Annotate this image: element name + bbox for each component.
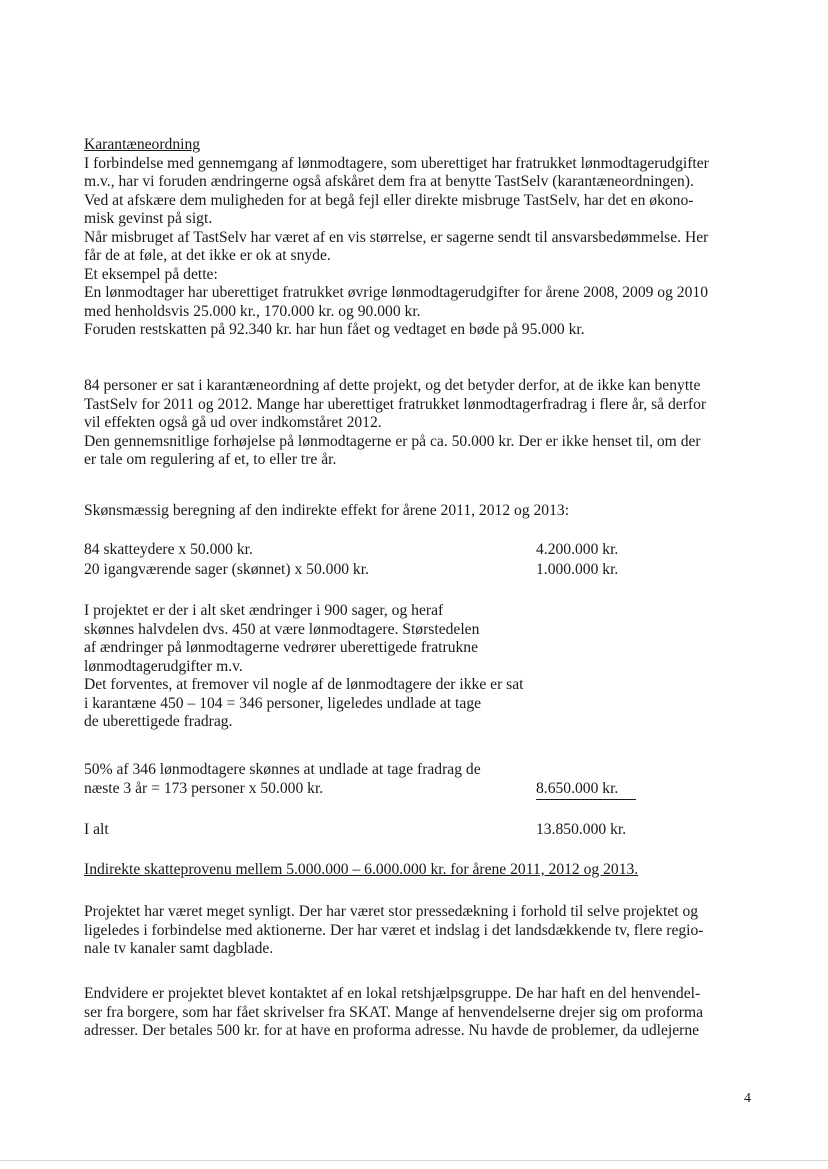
section-heading: Karantæneordning <box>84 136 201 153</box>
calc-amount-underlined: 8.650.000 kr. <box>536 780 636 800</box>
text-line: Et eksempel på dette: <box>84 265 218 283</box>
text-line: En lønmodtager har uberettiget fratrukket øvrige lønmodtagerudgifter for årene 2008, 2009 og 2010 <box>84 284 708 301</box>
text-line: misk gevinst på sigt. <box>84 210 213 227</box>
total-label: I alt <box>84 821 109 838</box>
summary-block <box>84 861 764 880</box>
text-line: de uberettigede fradrag. <box>84 713 233 730</box>
scan-edge-divider <box>0 1160 828 1161</box>
text-line: I projektet er der i alt sket ændringer i 900 sager, og heraf <box>84 602 444 619</box>
text-line: Den gennemsnitlige forhøjelse på lønmodtagerne er på ca. 50.000 kr. Der er ikke henset til, om der <box>84 432 701 450</box>
text-line: skønnes halvdelen dvs. 450 at være lønmodtagere. Størstedelen <box>84 620 480 638</box>
text-line: adresser. Der betales 500 kr. for at have en proforma adresse. Nu havde de problemer, da udlejerne <box>84 1022 700 1039</box>
paragraph-visibility <box>84 903 764 959</box>
calc-label: 20 igangværende sager (skønnet) x 50.000 kr. <box>84 561 369 578</box>
text-line: TastSelv for 2011 og 2012. Mange har uberettiget fratrukket lønmodtagerfradrag i flere år, så derfor <box>84 395 707 413</box>
page-number: 4 <box>744 1091 751 1106</box>
text-line: Endvidere er projektet blevet kontaktet af en lokal retshjælpsgruppe. De har haft en del henvendel- <box>84 985 701 1002</box>
text-line: ligeledes i forbindelse med aktionerne. Der har været et indslag i det landsdækkende tv, flere regio- <box>84 921 704 939</box>
text-line: med henholdsvis 25.000 kr., 170.000 kr. og 90.000 kr. <box>84 302 421 320</box>
calc2-description <box>84 761 764 780</box>
calc-amount: 4.200.000 kr. <box>536 541 619 558</box>
text-line: er tale om regulering af et, to eller tre år. <box>84 451 337 468</box>
text-line: 84 personer er sat i karantæneordning af dette projekt, og det betyder derfor, at de ikke kan benytte <box>84 377 701 394</box>
text-line: nale tv kanaler samt dagblade. <box>84 940 274 957</box>
paragraph-changes <box>84 602 764 732</box>
paragraph-legal-aid <box>84 985 764 1041</box>
estimate-heading: Skønsmæssig beregning af den indirekte effekt for årene 2011, 2012 og 2013: <box>84 502 570 519</box>
text-line: Ved at afskære dem muligheden for at begå fejl eller direkte misbruge TastSelv, har det en økono- <box>84 191 694 209</box>
text-line: m.v., har vi foruden ændringerne også afskåret dem fra at benytte TastSelv (karantæneordningen). <box>84 173 694 190</box>
calc-amount: 1.000.000 kr. <box>536 561 619 578</box>
paragraph-karantaene-persons <box>84 377 764 470</box>
text-line: ser fra borgere, som har fået skrivelser fra SKAT. Mange af henvendelserne drejer sig om proforma <box>84 1003 704 1021</box>
calc-label: næste 3 år = 173 personer x 50.000 kr. <box>84 780 324 797</box>
text-line: vil effekten også gå ud over indkomståret 2012. <box>84 414 382 431</box>
summary-line: Indirekte skatteprovenu mellem 5.000.000 – 6.000.000 kr. for årene 2011, 2012 og 2013. <box>84 861 639 878</box>
calc-label: 84 skatteydere x 50.000 kr. <box>84 541 253 558</box>
text-line: 50% af 346 lønmodtagere skønnes at undlade at tage fradrag de <box>84 761 481 778</box>
total-amount: 13.850.000 kr. <box>536 821 627 838</box>
text-line: Foruden restskatten på 92.340 kr. har hun fået og vedtaget en bøde på 95.000 kr. <box>84 321 585 338</box>
text-line: af ændringer på lønmodtagerne vedrører uberettigede fratrukne <box>84 639 479 656</box>
text-line: i karantæne 450 – 104 = 346 personer, ligeledes undlade at tage <box>84 694 482 712</box>
text-line: Når misbruget af TastSelv har været af en vis størrelse, er sagerne sendt til ansvarsbedømmelse. Her <box>84 228 709 246</box>
text-line: I forbindelse med gennemgang af lønmodtagere, som uberettiget har fratrukket lønmodtagerudgifter <box>84 154 709 172</box>
estimate-heading-block <box>84 502 764 521</box>
text-line: lønmodtagerudgifter m.v. <box>84 657 243 675</box>
text-line: Projektet har været meget synligt. Der har været stor pressedækning i forhold til selve projektet og <box>84 903 699 920</box>
text-line: får de at føle, at det ikke er ok at snyde. <box>84 247 331 264</box>
section-karantaene <box>84 136 764 340</box>
text-line: Det forventes, at fremover vil nogle af de lønmodtagere der ikke er sat <box>84 676 524 693</box>
